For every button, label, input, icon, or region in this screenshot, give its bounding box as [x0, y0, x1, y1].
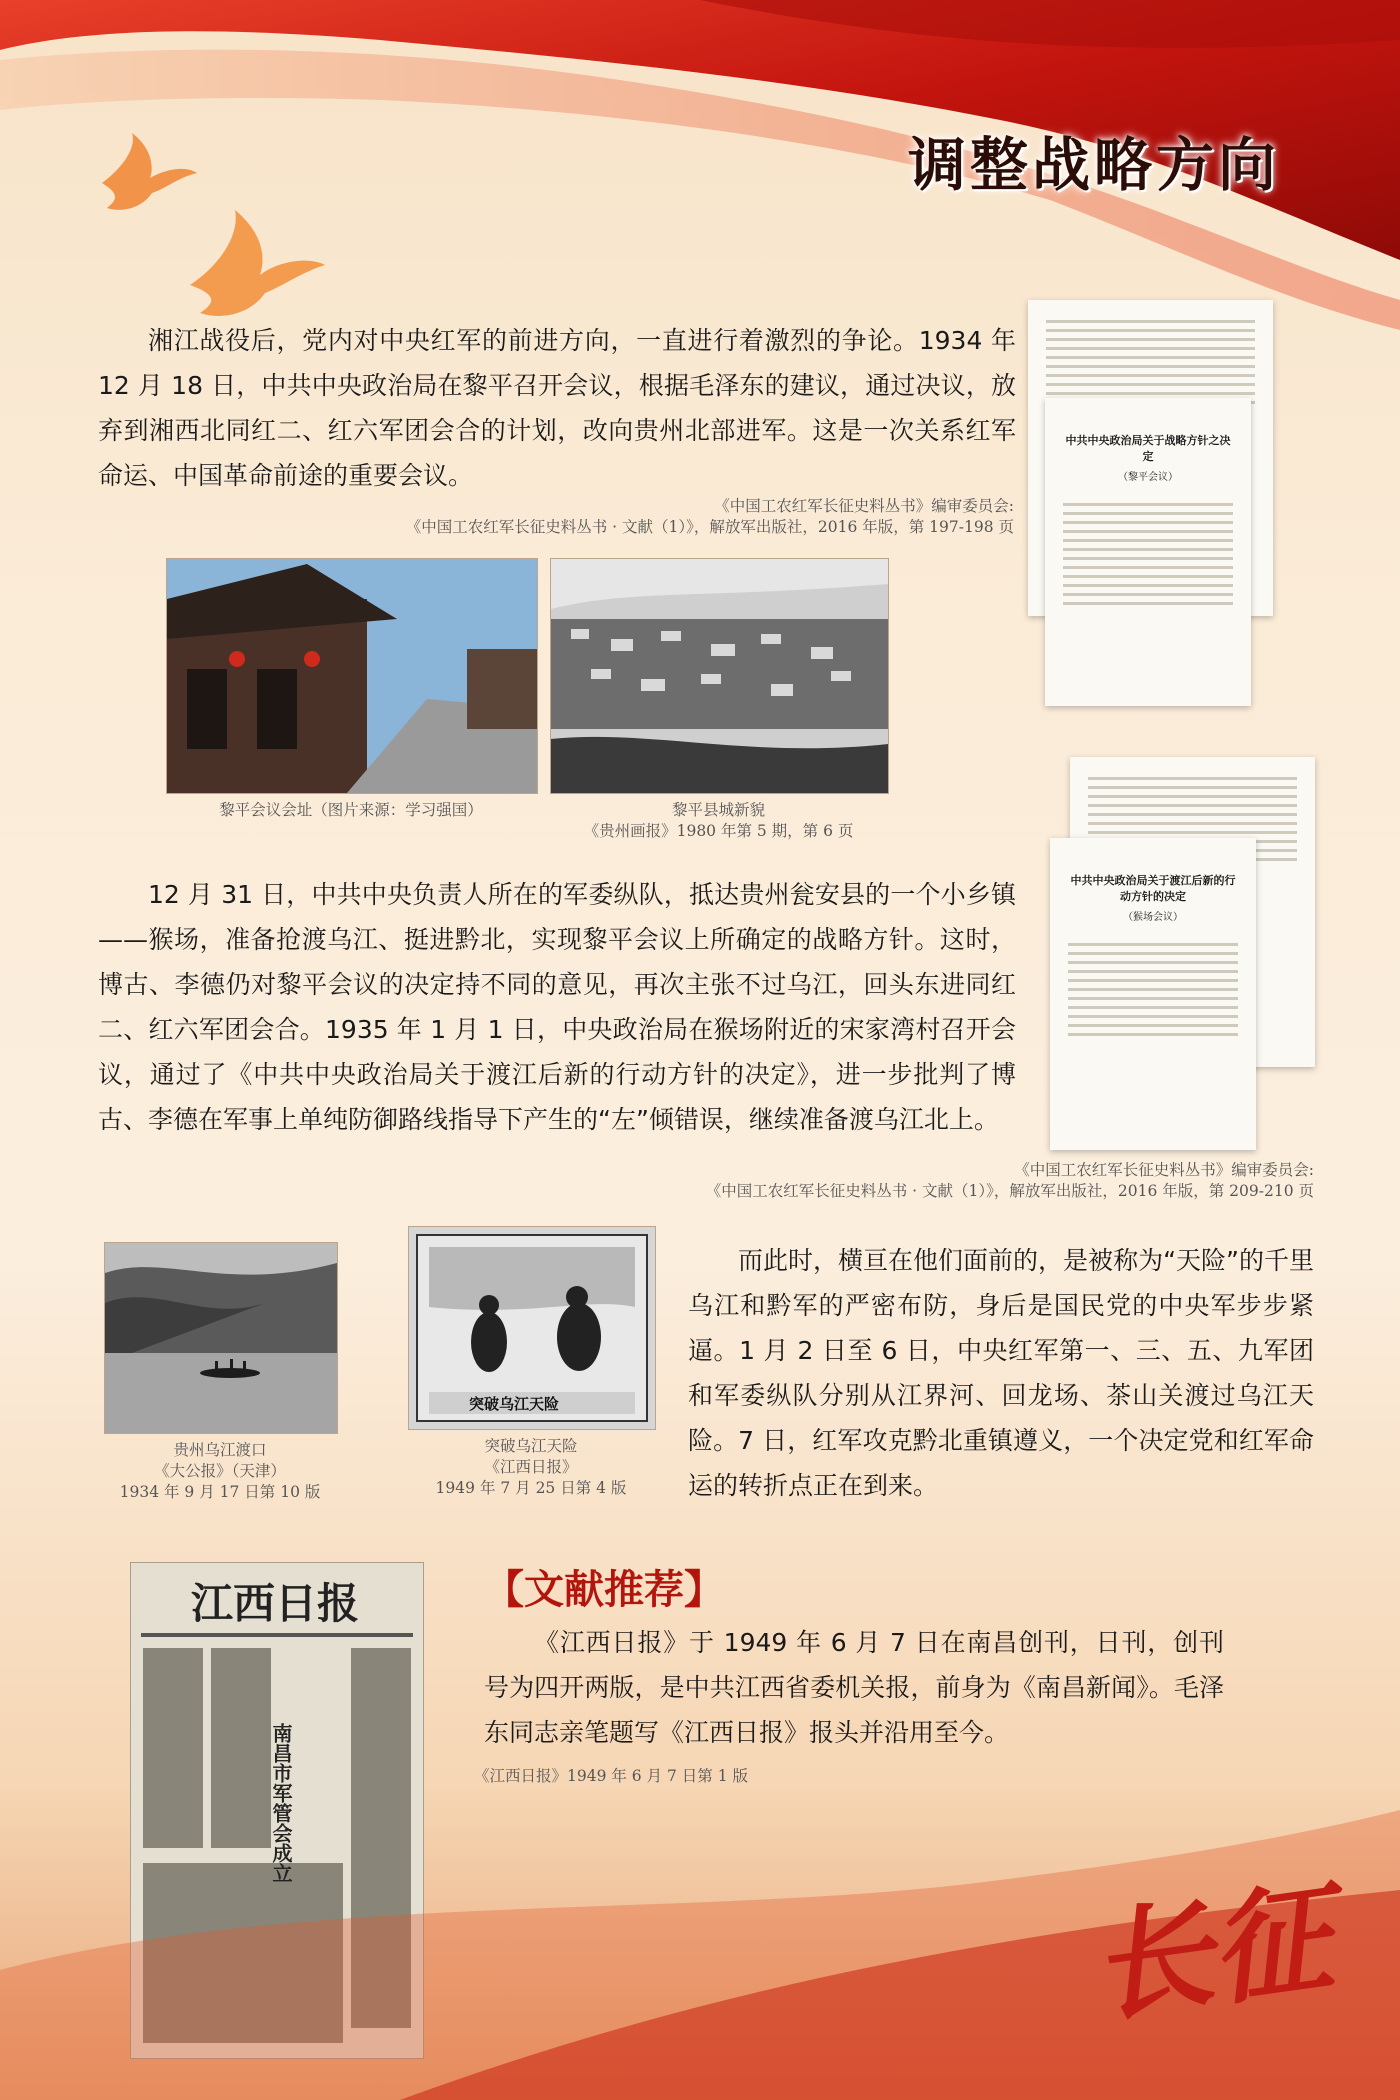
recommend-heading: 【文献推荐】 — [484, 1566, 724, 1613]
liping-county-caption: 黎平县城新貌 《贵州画报》1980 年第 5 期，第 6 页 — [583, 801, 854, 840]
newspaper-headline: 南昌市军管会成立 — [269, 1723, 293, 1883]
document-page-houchang: 中共中央政治局关于渡江后新的行动方针的决定 （猴场会议） — [1050, 838, 1256, 1150]
woodcut-breakthrough-image — [408, 1226, 656, 1430]
section2-citation: 《中国工农红军长征史料丛书》编审委员会: 《中国工农红军长征史料丛书 · 文献（1）》，解放军出版社，2016 年版，第 209-210 页 — [705, 1161, 1314, 1200]
recommend-paragraph: 《江西日报》于 1949 年 6 月 7 日在南昌创刊，日刊，创刊号为四开两版，是中共江西省委机关报，前身为《南昌新闻》。毛泽东同志亲笔题写《江西日报》报头并沿用至今。 — [484, 1628, 1224, 1747]
page-title: 调整战略方向 — [907, 131, 1280, 199]
liping-meeting-site-photo — [166, 558, 538, 794]
changzheng-logo: 长征 — [1082, 1866, 1340, 2040]
wujiang-ferry-caption: 贵州乌江渡口 《大公报》（天津） 1934 年 9 月 17 日第 10 版 — [119, 1441, 321, 1501]
section2-paragraph: 12 月 31 日，中共中央负责人所在的军委纵队，抵达贵州瓮安县的一个小乡镇——猴场，准备抢渡乌江、挺进黔北，实现黎平会议上所确定的战略方针。这时，博古、李德仍对黎平会议的决定持不同的意见，再次主张不过乌江，回头东进同红二、红六军团会合。1935 年 1 月 1 日，中央政治局在猴场附近的宋家湾村召开会议，通过了《中共中央政治局关于渡江后新的行动方针的决定》，进一步批判了博古、李德在军事上单纯防御路线指导下产生的“左”倾错误，继续准备渡乌江北上。 — [98, 880, 1016, 1134]
newspaper-masthead: 江西日报 — [191, 1579, 360, 1628]
section3-paragraph: 而此时，横亘在他们面前的，是被称为“天险”的千里乌江和黔军的严密布防，身后是国民党的中央军步步紧逼。1 月 2 日至 6 日，中央红军第一、三、五、九军团和军委纵队分别从江界河、回龙场、茶山关渡过乌江天险。7 日，红军攻克黔北重镇遵义，一个决定党和红军命运的转折点正在到来。 — [688, 1246, 1314, 1500]
document-page-liping: 中共中央政治局关于战略方针之决定 （黎平会议） — [1045, 398, 1251, 706]
liping-county-photo — [550, 558, 889, 794]
dove-icon — [180, 205, 330, 325]
wujiang-ferry-photo — [104, 1242, 338, 1434]
recommend-citation: 《江西日报》1949 年 6 月 7 日第 1 版 — [474, 1767, 749, 1785]
liping-meeting-site-caption: 黎平会议会址（图片来源：学习强国） — [219, 801, 483, 819]
woodcut-label: 突破乌江天险 — [469, 1395, 560, 1413]
section1-paragraph: 湘江战役后，党内对中央红军的前进方向，一直进行着激烈的争论。1934 年 12 月 18 日，中共中央政治局在黎平召开会议，根据毛泽东的建议，通过决议，放弃到湘西北同红二、红六军团会合的计划，改向贵州北部进军。这是一次关系红军命运、中国革命前途的重要会议。 — [98, 326, 1016, 490]
section1-citation: 《中国工农红军长征史料丛书》编审委员会: 《中国工农红军长征史料丛书 · 文献（1）》，解放军出版社，2016 年版，第 197-198 页 — [405, 497, 1014, 536]
woodcut-caption: 突破乌江天险 《江西日报》 1949 年 7 月 25 日第 4 版 — [435, 1437, 627, 1497]
